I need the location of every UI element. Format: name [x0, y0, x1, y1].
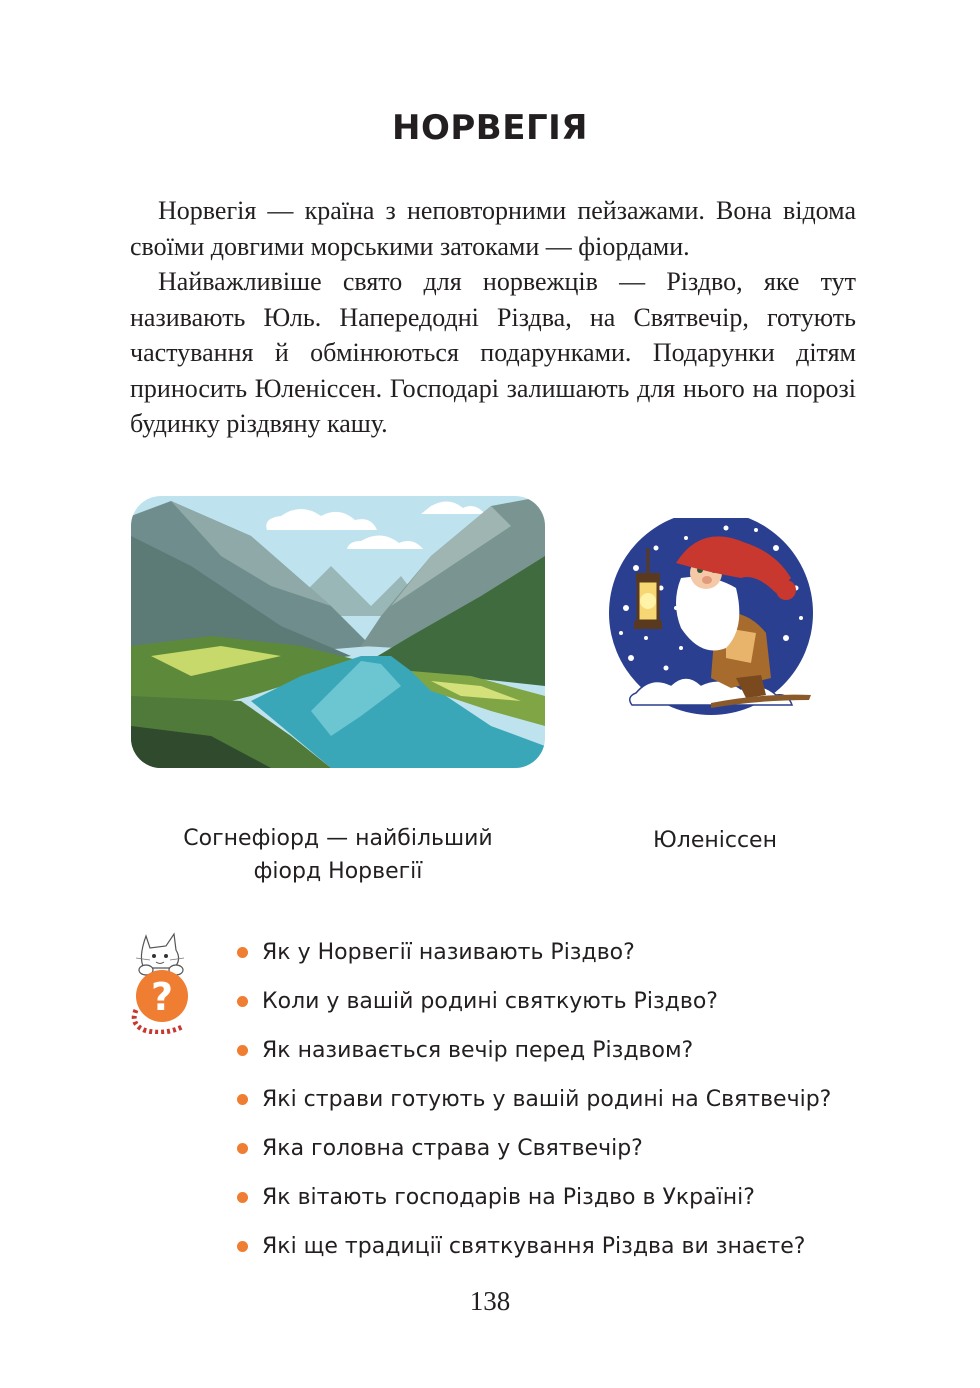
question-text: Яка головна страва у Святвечір?	[262, 1136, 643, 1161]
bullet-icon	[237, 1192, 248, 1203]
question-item	[234, 1083, 874, 1132]
question-text: Які ще традиції святкування Різдва ви знаєте?	[262, 1234, 806, 1259]
question-text: Як вітають господарів на Різдво в Україні?	[262, 1185, 755, 1210]
fjord-caption: Согнефіорд — найбільший фіорд Норвегії	[183, 826, 493, 884]
question-item	[234, 936, 874, 985]
questions-list	[234, 936, 874, 1279]
bullet-icon	[237, 947, 248, 958]
question-item	[234, 1230, 874, 1279]
page-title: НОРВЕГІЯ	[392, 108, 588, 148]
bullet-icon	[237, 1094, 248, 1105]
question-text: Як називається вечір перед Різдвом?	[262, 1038, 694, 1063]
question-text: Які страви готують у вашій родині на Святвечір?	[262, 1087, 832, 1112]
question-item	[234, 985, 874, 1034]
question-item	[234, 1181, 874, 1230]
question-text: Коли у вашій родині святкують Різдво?	[262, 989, 718, 1014]
question-text: Як у Норвегії називають Різдво?	[262, 940, 635, 965]
question-item	[234, 1034, 874, 1083]
bullet-icon	[237, 1143, 248, 1154]
page-number: 138	[469, 1286, 511, 1316]
julenissen-illustration	[606, 518, 816, 718]
paragraph-2: Найважливіше свято для норвежців — Різдво, яке тут називають Юль. Напередодні Різдва, на Святвечір, готують частування й обмінюються подарунками. Подарунки дітям приносить Юленіссен. Господарі залишають для нього на порозі будинку різдвяну кашу.	[130, 267, 856, 438]
julenissen-caption: Юленіссен	[653, 828, 777, 853]
question-item	[234, 1132, 874, 1181]
fjord-illustration	[131, 496, 545, 768]
bullet-icon	[237, 996, 248, 1007]
cat-question-mark-icon	[128, 932, 202, 1034]
bullet-icon	[237, 1045, 248, 1056]
svg-text:?: ?	[150, 975, 174, 1019]
body-text	[130, 193, 856, 442]
paragraph-1: Норвегія — країна з неповторними пейзажами. Вона відома своїми довгими морськими затоками — фіордами.	[130, 196, 856, 261]
bullet-icon	[237, 1241, 248, 1252]
